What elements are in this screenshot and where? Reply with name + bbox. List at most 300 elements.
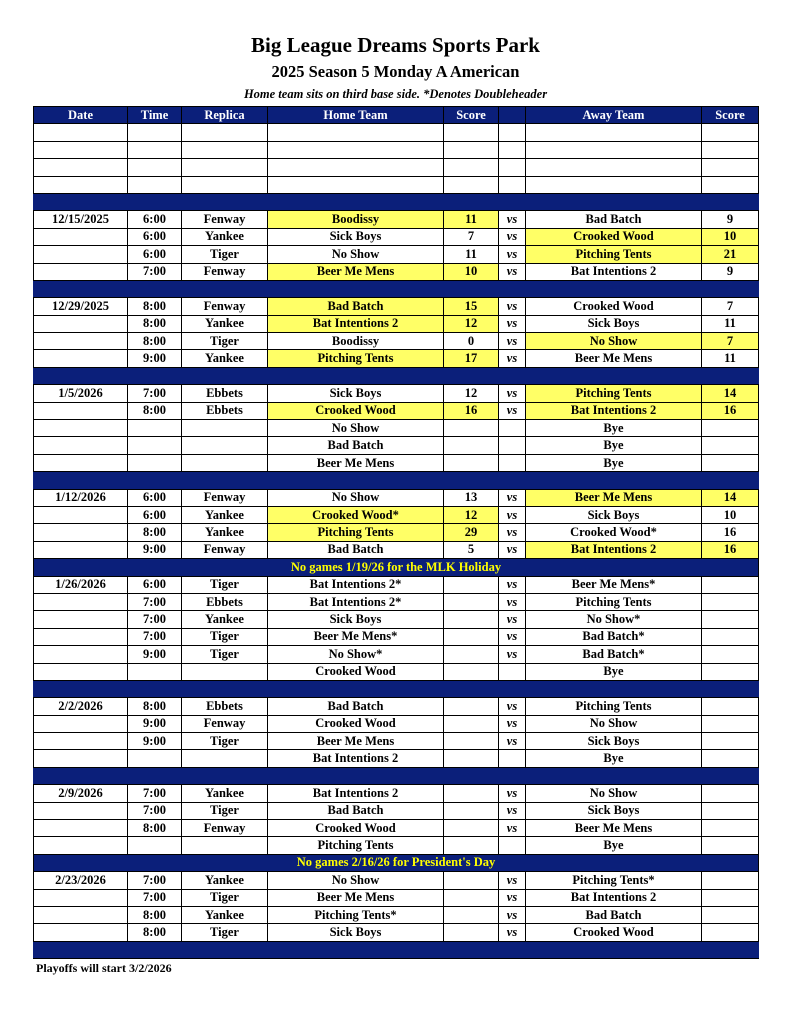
cell-home-team: No Show xyxy=(268,420,444,437)
cell-time xyxy=(128,437,182,454)
schedule-table xyxy=(33,106,759,959)
game-row xyxy=(34,454,759,471)
cell-replica: Fenway xyxy=(182,489,268,506)
cell-vs: vs xyxy=(499,733,526,750)
cell-replica: Fenway xyxy=(182,298,268,315)
cell-vs: vs xyxy=(499,246,526,263)
cell-home-score xyxy=(444,420,499,437)
cell-away-team: Beer Me Mens xyxy=(526,820,702,837)
cell-home-score: 12 xyxy=(444,385,499,402)
empty-cell xyxy=(34,124,128,141)
cell-vs: vs xyxy=(499,924,526,941)
cell-home-score xyxy=(444,820,499,837)
game-row xyxy=(34,593,759,610)
empty-cell xyxy=(444,176,499,193)
cell-vs: vs xyxy=(499,906,526,923)
game-row xyxy=(34,820,759,837)
cell-vs: vs xyxy=(499,385,526,402)
cell-replica xyxy=(182,420,268,437)
separator-cell xyxy=(182,280,268,297)
separator-cell xyxy=(182,472,268,489)
cell-vs: vs xyxy=(499,402,526,419)
cell-replica xyxy=(182,437,268,454)
no-games-note: No games 2/16/26 for President's Day xyxy=(34,854,759,871)
playoffs-note: Playoffs will start 3/2/2026 xyxy=(36,961,172,975)
cell-home-score xyxy=(444,906,499,923)
cell-home-team: Pitching Tents xyxy=(268,837,444,854)
empty-cell xyxy=(499,159,526,176)
cell-date xyxy=(34,506,128,523)
empty-cell xyxy=(444,159,499,176)
empty-cell xyxy=(128,159,182,176)
cell-home-score: 12 xyxy=(444,315,499,332)
empty-cell xyxy=(34,159,128,176)
cell-date xyxy=(34,906,128,923)
cell-home-team: Bad Batch xyxy=(268,437,444,454)
cell-date xyxy=(34,333,128,350)
empty-cell xyxy=(128,141,182,158)
no-games-note: No games 1/19/26 for the MLK Holiday xyxy=(34,559,759,576)
cell-home-team: Sick Boys xyxy=(268,385,444,402)
cell-away-team: No Show* xyxy=(526,611,702,628)
cell-away-team: Pitching Tents xyxy=(526,246,702,263)
cell-away-score xyxy=(702,872,759,889)
cell-away-team: Bye xyxy=(526,420,702,437)
cell-home-team: Bad Batch xyxy=(268,698,444,715)
cell-time: 8:00 xyxy=(128,333,182,350)
cell-time: 7:00 xyxy=(128,263,182,280)
cell-replica: Tiger xyxy=(182,576,268,593)
game-row xyxy=(34,906,759,923)
cell-home-score: 12 xyxy=(444,506,499,523)
cell-home-score xyxy=(444,889,499,906)
game-row xyxy=(34,663,759,680)
cell-date xyxy=(34,889,128,906)
cell-away-score xyxy=(702,698,759,715)
col-header-away-score: Score xyxy=(702,107,759,124)
cell-home-score: 13 xyxy=(444,489,499,506)
game-row xyxy=(34,489,759,506)
cell-away-team: Bat Intentions 2 xyxy=(526,889,702,906)
game-row xyxy=(34,315,759,332)
cell-replica: Tiger xyxy=(182,733,268,750)
separator-cell xyxy=(499,367,526,384)
cell-date: 2/9/2026 xyxy=(34,785,128,802)
game-row xyxy=(34,541,759,558)
empty-cell xyxy=(268,159,444,176)
cell-home-score xyxy=(444,802,499,819)
cell-date xyxy=(34,715,128,732)
cell-home-team: Bad Batch xyxy=(268,541,444,558)
separator-cell xyxy=(444,367,499,384)
game-row xyxy=(34,524,759,541)
cell-home-score: 11 xyxy=(444,211,499,228)
cell-home-score: 29 xyxy=(444,524,499,541)
cell-time xyxy=(128,420,182,437)
cell-vs xyxy=(499,837,526,854)
cell-away-team: Pitching Tents xyxy=(526,698,702,715)
game-row xyxy=(34,628,759,645)
separator-cell xyxy=(34,941,128,958)
cell-away-score xyxy=(702,906,759,923)
cell-replica: Ebbets xyxy=(182,593,268,610)
cell-away-score xyxy=(702,576,759,593)
game-row xyxy=(34,333,759,350)
cell-time: 6:00 xyxy=(128,576,182,593)
cell-away-score: 7 xyxy=(702,333,759,350)
separator-cell xyxy=(34,680,128,697)
game-row xyxy=(34,785,759,802)
game-row xyxy=(34,506,759,523)
cell-vs: vs xyxy=(499,715,526,732)
cell-away-score xyxy=(702,715,759,732)
cell-time xyxy=(128,454,182,471)
cell-time: 7:00 xyxy=(128,889,182,906)
cell-replica: Tiger xyxy=(182,246,268,263)
cell-home-score xyxy=(444,454,499,471)
cell-away-team: Sick Boys xyxy=(526,733,702,750)
separator-cell xyxy=(526,680,702,697)
cell-away-score xyxy=(702,750,759,767)
empty-cell xyxy=(702,159,759,176)
separator-cell xyxy=(182,767,268,784)
cell-away-team: Sick Boys xyxy=(526,506,702,523)
cell-time: 6:00 xyxy=(128,211,182,228)
cell-date xyxy=(34,541,128,558)
cell-home-team: Boodissy xyxy=(268,333,444,350)
cell-time: 9:00 xyxy=(128,541,182,558)
separator-cell xyxy=(444,193,499,210)
cell-date: 2/2/2026 xyxy=(34,698,128,715)
separator-bar xyxy=(34,367,759,384)
separator-cell xyxy=(268,941,444,958)
cell-vs: vs xyxy=(499,524,526,541)
empty-cell xyxy=(526,124,702,141)
separator-bar xyxy=(34,941,759,958)
cell-date: 1/5/2026 xyxy=(34,385,128,402)
game-row xyxy=(34,263,759,280)
separator-cell xyxy=(702,767,759,784)
cell-replica: Tiger xyxy=(182,628,268,645)
separator-bar xyxy=(34,767,759,784)
separator-cell xyxy=(702,193,759,210)
separator-cell xyxy=(182,941,268,958)
game-row xyxy=(34,646,759,663)
empty-cell xyxy=(128,176,182,193)
cell-away-score xyxy=(702,820,759,837)
cell-home-score xyxy=(444,872,499,889)
cell-time: 6:00 xyxy=(128,489,182,506)
cell-date xyxy=(34,628,128,645)
game-row xyxy=(34,298,759,315)
cell-vs: vs xyxy=(499,298,526,315)
separator-cell xyxy=(444,280,499,297)
cell-date: 12/29/2025 xyxy=(34,298,128,315)
col-header-home-team: Home Team xyxy=(268,107,444,124)
game-row xyxy=(34,350,759,367)
cell-replica: Yankee xyxy=(182,350,268,367)
cell-vs: vs xyxy=(499,785,526,802)
header-row xyxy=(34,107,759,124)
cell-date xyxy=(34,837,128,854)
cell-time: 7:00 xyxy=(128,628,182,645)
col-header-time: Time xyxy=(128,107,182,124)
cell-home-team: Crooked Wood xyxy=(268,663,444,680)
cell-away-team: Bye xyxy=(526,837,702,854)
separator-cell xyxy=(702,367,759,384)
cell-away-score xyxy=(702,628,759,645)
cell-vs: vs xyxy=(499,211,526,228)
cell-date xyxy=(34,733,128,750)
cell-date xyxy=(34,420,128,437)
game-row xyxy=(34,802,759,819)
no-games-row xyxy=(34,559,759,576)
cell-date xyxy=(34,350,128,367)
cell-date xyxy=(34,402,128,419)
schedule-body xyxy=(34,124,759,959)
cell-home-team: Bat Intentions 2 xyxy=(268,785,444,802)
cell-home-team: Pitching Tents xyxy=(268,524,444,541)
blank-row xyxy=(34,141,759,158)
cell-date: 1/26/2026 xyxy=(34,576,128,593)
cell-away-team: Pitching Tents xyxy=(526,593,702,610)
cell-home-team: Crooked Wood xyxy=(268,402,444,419)
cell-time: 8:00 xyxy=(128,924,182,941)
cell-time: 9:00 xyxy=(128,733,182,750)
cell-date xyxy=(34,750,128,767)
cell-home-score xyxy=(444,785,499,802)
cell-away-score xyxy=(702,437,759,454)
cell-date xyxy=(34,820,128,837)
empty-cell xyxy=(268,124,444,141)
cell-away-score: 10 xyxy=(702,506,759,523)
cell-time: 8:00 xyxy=(128,298,182,315)
separator-cell xyxy=(268,280,444,297)
game-row xyxy=(34,385,759,402)
cell-home-score: 5 xyxy=(444,541,499,558)
cell-home-score xyxy=(444,733,499,750)
cell-date: 1/12/2026 xyxy=(34,489,128,506)
empty-cell xyxy=(268,176,444,193)
separator-cell xyxy=(128,767,182,784)
cell-time: 7:00 xyxy=(128,611,182,628)
separator-bar xyxy=(34,680,759,697)
cell-home-score xyxy=(444,837,499,854)
cell-vs: vs xyxy=(499,820,526,837)
blank-row xyxy=(34,159,759,176)
separator-cell xyxy=(128,472,182,489)
cell-home-team: Beer Me Mens* xyxy=(268,628,444,645)
separator-cell xyxy=(268,367,444,384)
cell-vs: vs xyxy=(499,802,526,819)
cell-replica xyxy=(182,837,268,854)
cell-away-score: 16 xyxy=(702,524,759,541)
separator-cell xyxy=(526,767,702,784)
cell-home-score xyxy=(444,698,499,715)
cell-home-team: Crooked Wood xyxy=(268,715,444,732)
cell-replica: Ebbets xyxy=(182,385,268,402)
cell-vs: vs xyxy=(499,628,526,645)
separator-cell xyxy=(34,280,128,297)
cell-replica: Tiger xyxy=(182,924,268,941)
separator-bar xyxy=(34,280,759,297)
cell-away-score: 16 xyxy=(702,541,759,558)
separator-cell xyxy=(526,193,702,210)
cell-away-team: Bye xyxy=(526,437,702,454)
cell-vs: vs xyxy=(499,541,526,558)
cell-date xyxy=(34,593,128,610)
cell-away-score: 9 xyxy=(702,211,759,228)
cell-vs: vs xyxy=(499,489,526,506)
cell-replica xyxy=(182,750,268,767)
empty-cell xyxy=(526,141,702,158)
col-header-replica: Replica xyxy=(182,107,268,124)
separator-cell xyxy=(128,280,182,297)
cell-replica: Yankee xyxy=(182,228,268,245)
cell-time: 7:00 xyxy=(128,802,182,819)
cell-home-score xyxy=(444,611,499,628)
cell-date xyxy=(34,924,128,941)
cell-date xyxy=(34,611,128,628)
separator-cell xyxy=(702,680,759,697)
cell-replica: Yankee xyxy=(182,524,268,541)
cell-away-team: Bad Batch xyxy=(526,906,702,923)
cell-vs: vs xyxy=(499,333,526,350)
cell-home-team: Beer Me Mens xyxy=(268,454,444,471)
cell-away-score xyxy=(702,837,759,854)
separator-cell xyxy=(34,367,128,384)
cell-date xyxy=(34,524,128,541)
cell-home-team: Bat Intentions 2* xyxy=(268,576,444,593)
cell-away-score xyxy=(702,889,759,906)
cell-home-score xyxy=(444,437,499,454)
cell-time: 8:00 xyxy=(128,906,182,923)
cell-away-team: No Show xyxy=(526,333,702,350)
separator-cell xyxy=(34,193,128,210)
cell-away-team: Crooked Wood xyxy=(526,298,702,315)
cell-away-score xyxy=(702,663,759,680)
empty-cell xyxy=(34,141,128,158)
cell-away-team: Bad Batch* xyxy=(526,646,702,663)
empty-cell xyxy=(526,159,702,176)
cell-replica: Yankee xyxy=(182,785,268,802)
cell-replica: Fenway xyxy=(182,263,268,280)
separator-cell xyxy=(526,472,702,489)
cell-replica: Ebbets xyxy=(182,402,268,419)
game-row xyxy=(34,733,759,750)
cell-time: 8:00 xyxy=(128,820,182,837)
separator-cell xyxy=(128,193,182,210)
empty-cell xyxy=(702,176,759,193)
separator-cell xyxy=(444,472,499,489)
cell-time: 7:00 xyxy=(128,785,182,802)
cell-home-score: 10 xyxy=(444,263,499,280)
cell-away-score: 7 xyxy=(702,298,759,315)
cell-away-score: 11 xyxy=(702,350,759,367)
empty-cell xyxy=(182,141,268,158)
cell-time: 8:00 xyxy=(128,315,182,332)
empty-cell xyxy=(444,124,499,141)
cell-away-team: Bat Intentions 2 xyxy=(526,402,702,419)
empty-cell xyxy=(182,176,268,193)
cell-vs xyxy=(499,420,526,437)
col-header-date: Date xyxy=(34,107,128,124)
page-title: Big League Dreams Sports Park xyxy=(251,33,540,57)
game-row xyxy=(34,576,759,593)
season-subtitle: 2025 Season 5 Monday A American xyxy=(271,62,520,81)
cell-away-team: Bad Batch* xyxy=(526,628,702,645)
cell-home-team: Crooked Wood xyxy=(268,820,444,837)
cell-home-score xyxy=(444,593,499,610)
cell-time xyxy=(128,750,182,767)
cell-home-team: Bad Batch xyxy=(268,298,444,315)
cell-away-team: Bye xyxy=(526,750,702,767)
cell-time: 6:00 xyxy=(128,246,182,263)
cell-vs: vs xyxy=(499,263,526,280)
cell-replica: Yankee xyxy=(182,506,268,523)
cell-home-score: 0 xyxy=(444,333,499,350)
cell-away-score xyxy=(702,420,759,437)
cell-home-score xyxy=(444,924,499,941)
cell-away-team: Sick Boys xyxy=(526,315,702,332)
cell-away-team: Crooked Wood* xyxy=(526,524,702,541)
game-row xyxy=(34,246,759,263)
empty-cell xyxy=(702,124,759,141)
cell-home-team: No Show xyxy=(268,489,444,506)
cell-home-team: Sick Boys xyxy=(268,228,444,245)
cell-vs: vs xyxy=(499,228,526,245)
cell-vs xyxy=(499,454,526,471)
blank-row xyxy=(34,176,759,193)
cell-home-score xyxy=(444,663,499,680)
cell-away-team: Crooked Wood xyxy=(526,924,702,941)
game-row xyxy=(34,872,759,889)
empty-cell xyxy=(182,124,268,141)
cell-replica xyxy=(182,454,268,471)
cell-away-team: No Show xyxy=(526,715,702,732)
cell-away-score xyxy=(702,785,759,802)
separator-cell xyxy=(702,941,759,958)
separator-cell xyxy=(526,941,702,958)
cell-home-team: No Show xyxy=(268,872,444,889)
separator-cell xyxy=(128,680,182,697)
cell-replica: Yankee xyxy=(182,872,268,889)
empty-cell xyxy=(268,141,444,158)
separator-cell xyxy=(526,367,702,384)
separator-cell xyxy=(499,680,526,697)
cell-vs: vs xyxy=(499,315,526,332)
cell-replica: Tiger xyxy=(182,802,268,819)
cell-home-score xyxy=(444,750,499,767)
cell-home-team: Pitching Tents* xyxy=(268,906,444,923)
cell-time: 6:00 xyxy=(128,506,182,523)
cell-away-score xyxy=(702,924,759,941)
cell-home-team: Beer Me Mens xyxy=(268,733,444,750)
cell-time: 8:00 xyxy=(128,402,182,419)
empty-cell xyxy=(499,141,526,158)
cell-home-score: 15 xyxy=(444,298,499,315)
cell-time: 9:00 xyxy=(128,350,182,367)
cell-away-score xyxy=(702,454,759,471)
cell-home-team: Sick Boys xyxy=(268,924,444,941)
cell-away-score xyxy=(702,593,759,610)
empty-cell xyxy=(34,176,128,193)
cell-date: 2/23/2026 xyxy=(34,872,128,889)
empty-cell xyxy=(499,124,526,141)
cell-home-team: Bat Intentions 2* xyxy=(268,593,444,610)
cell-date xyxy=(34,663,128,680)
cell-vs xyxy=(499,437,526,454)
